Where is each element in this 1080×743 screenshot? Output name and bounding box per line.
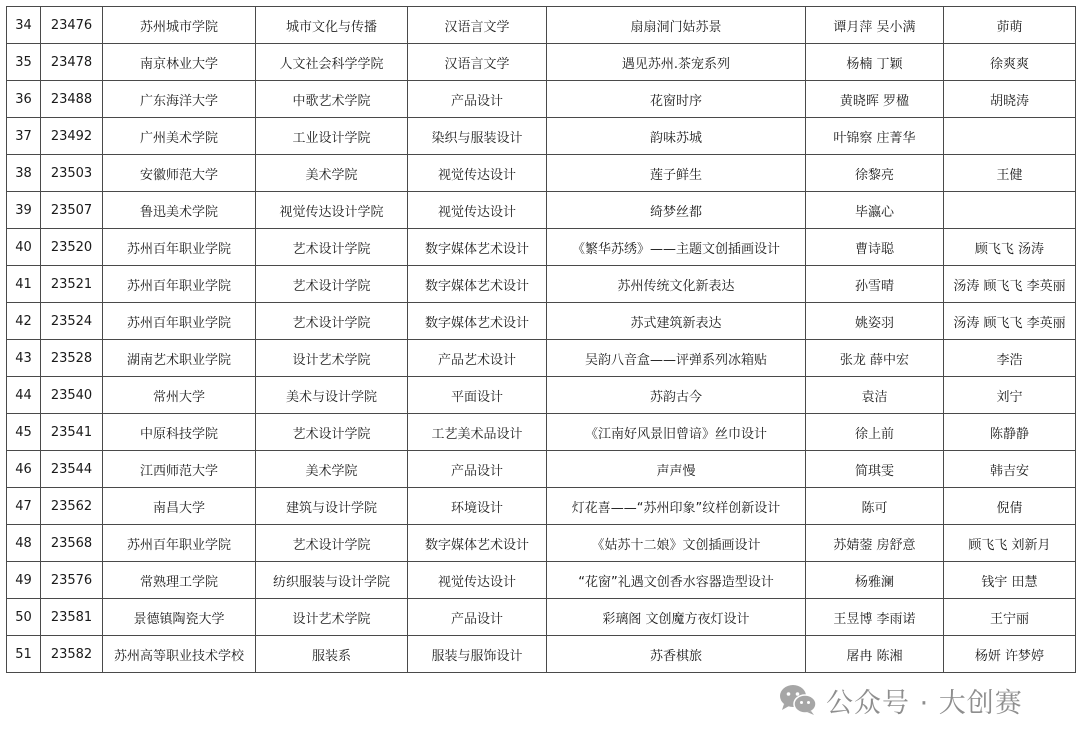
id-cell: 23520 bbox=[41, 229, 103, 266]
authors-cell: 张龙 薛中宏 bbox=[806, 340, 944, 377]
table-row bbox=[7, 525, 1076, 562]
table-row bbox=[7, 118, 1076, 155]
major-cell: 服装与服饰设计 bbox=[408, 636, 547, 673]
school-cell: 常熟理工学院 bbox=[103, 562, 256, 599]
index-cell: 48 bbox=[7, 525, 41, 562]
authors-cell: 王昱博 李雨诺 bbox=[806, 599, 944, 636]
authors-cell: 姚姿羽 bbox=[806, 303, 944, 340]
table-row bbox=[7, 562, 1076, 599]
college-cell: 艺术设计学院 bbox=[256, 229, 408, 266]
authors-cell: 徐上前 bbox=[806, 414, 944, 451]
college-cell: 艺术设计学院 bbox=[256, 266, 408, 303]
watermark bbox=[778, 680, 1023, 720]
college-cell: 设计艺术学院 bbox=[256, 340, 408, 377]
school-cell: 苏州百年职业学院 bbox=[103, 525, 256, 562]
id-cell: 23582 bbox=[41, 636, 103, 673]
index-cell: 35 bbox=[7, 44, 41, 81]
major-cell: 环境设计 bbox=[408, 488, 547, 525]
major-cell: 汉语言文学 bbox=[408, 44, 547, 81]
school-cell: 安徽师范大学 bbox=[103, 155, 256, 192]
table-row bbox=[7, 266, 1076, 303]
advisors-cell: 王宁丽 bbox=[944, 599, 1076, 636]
college-cell: 视觉传达设计学院 bbox=[256, 192, 408, 229]
advisors-cell: 徐爽爽 bbox=[944, 44, 1076, 81]
index-cell: 45 bbox=[7, 414, 41, 451]
table-row bbox=[7, 599, 1076, 636]
college-cell: 艺术设计学院 bbox=[256, 303, 408, 340]
work-title-cell: 遇见苏州.茶宠系列 bbox=[547, 44, 806, 81]
id-cell: 23521 bbox=[41, 266, 103, 303]
id-cell: 23576 bbox=[41, 562, 103, 599]
authors-cell: 徐黎亮 bbox=[806, 155, 944, 192]
major-cell: 产品设计 bbox=[408, 599, 547, 636]
college-cell: 美术与设计学院 bbox=[256, 377, 408, 414]
college-cell: 人文社会科学学院 bbox=[256, 44, 408, 81]
index-cell: 43 bbox=[7, 340, 41, 377]
authors-cell: 孙雪晴 bbox=[806, 266, 944, 303]
table-body bbox=[7, 7, 1076, 673]
table-row bbox=[7, 229, 1076, 266]
major-cell: 视觉传达设计 bbox=[408, 562, 547, 599]
work-title-cell: 苏式建筑新表达 bbox=[547, 303, 806, 340]
index-cell: 38 bbox=[7, 155, 41, 192]
school-cell: 苏州百年职业学院 bbox=[103, 229, 256, 266]
authors-cell: 袁洁 bbox=[806, 377, 944, 414]
index-cell: 42 bbox=[7, 303, 41, 340]
major-cell: 视觉传达设计 bbox=[408, 192, 547, 229]
school-cell: 南昌大学 bbox=[103, 488, 256, 525]
advisors-cell: 倪倩 bbox=[944, 488, 1076, 525]
watermark-text: 公众号 · 大创赛 bbox=[826, 687, 1023, 719]
work-title-cell: 声声慢 bbox=[547, 451, 806, 488]
table-row bbox=[7, 7, 1076, 44]
major-cell: 产品设计 bbox=[408, 81, 547, 118]
table-row bbox=[7, 488, 1076, 525]
work-title-cell: 莲子鲜生 bbox=[547, 155, 806, 192]
major-cell: 数字媒体艺术设计 bbox=[408, 303, 547, 340]
authors-cell: 谭月萍 吴小满 bbox=[806, 7, 944, 44]
wechat-icon bbox=[778, 683, 818, 717]
work-title-cell: 《繁华苏绣》——主题文创插画设计 bbox=[547, 229, 806, 266]
index-cell: 50 bbox=[7, 599, 41, 636]
table-row bbox=[7, 636, 1076, 673]
work-title-cell: 吴韵八音盒——评弹系列冰箱贴 bbox=[547, 340, 806, 377]
advisors-cell: 陈静静 bbox=[944, 414, 1076, 451]
school-cell: 苏州高等职业技术学校 bbox=[103, 636, 256, 673]
school-cell: 鲁迅美术学院 bbox=[103, 192, 256, 229]
college-cell: 城市文化与传播 bbox=[256, 7, 408, 44]
school-cell: 广州美术学院 bbox=[103, 118, 256, 155]
major-cell: 视觉传达设计 bbox=[408, 155, 547, 192]
work-title-cell: “花窗”礼遇文创香水容器造型设计 bbox=[547, 562, 806, 599]
index-cell: 36 bbox=[7, 81, 41, 118]
authors-cell: 简琪雯 bbox=[806, 451, 944, 488]
id-cell: 23524 bbox=[41, 303, 103, 340]
id-cell: 23544 bbox=[41, 451, 103, 488]
college-cell: 设计艺术学院 bbox=[256, 599, 408, 636]
advisors-cell: 茆萌 bbox=[944, 7, 1076, 44]
major-cell: 数字媒体艺术设计 bbox=[408, 266, 547, 303]
school-cell: 中原科技学院 bbox=[103, 414, 256, 451]
work-title-cell: 花窗时序 bbox=[547, 81, 806, 118]
results-table bbox=[6, 6, 1076, 673]
major-cell: 数字媒体艺术设计 bbox=[408, 525, 547, 562]
id-cell: 23503 bbox=[41, 155, 103, 192]
authors-cell: 叶锦察 庄菁华 bbox=[806, 118, 944, 155]
index-cell: 40 bbox=[7, 229, 41, 266]
index-cell: 44 bbox=[7, 377, 41, 414]
id-cell: 23562 bbox=[41, 488, 103, 525]
advisors-cell: 汤涛 顾飞飞 李英丽 bbox=[944, 303, 1076, 340]
school-cell: 江西师范大学 bbox=[103, 451, 256, 488]
advisors-cell: 顾飞飞 汤涛 bbox=[944, 229, 1076, 266]
major-cell: 染织与服装设计 bbox=[408, 118, 547, 155]
school-cell: 广东海洋大学 bbox=[103, 81, 256, 118]
authors-cell: 屠冉 陈湘 bbox=[806, 636, 944, 673]
work-title-cell: 《姑苏十二娘》文创插画设计 bbox=[547, 525, 806, 562]
index-cell: 51 bbox=[7, 636, 41, 673]
id-cell: 23476 bbox=[41, 7, 103, 44]
work-title-cell: 韵味苏城 bbox=[547, 118, 806, 155]
advisors-cell: 刘宁 bbox=[944, 377, 1076, 414]
work-title-cell: 苏州传统文化新表达 bbox=[547, 266, 806, 303]
table-row bbox=[7, 192, 1076, 229]
school-cell: 苏州百年职业学院 bbox=[103, 266, 256, 303]
college-cell: 中歌艺术学院 bbox=[256, 81, 408, 118]
work-title-cell: 灯花喜——“苏州印象”纹样创新设计 bbox=[547, 488, 806, 525]
major-cell: 平面设计 bbox=[408, 377, 547, 414]
advisors-cell bbox=[944, 118, 1076, 155]
authors-cell: 陈可 bbox=[806, 488, 944, 525]
table-row bbox=[7, 451, 1076, 488]
index-cell: 41 bbox=[7, 266, 41, 303]
college-cell: 工业设计学院 bbox=[256, 118, 408, 155]
major-cell: 工艺美术品设计 bbox=[408, 414, 547, 451]
school-cell: 景德镇陶瓷大学 bbox=[103, 599, 256, 636]
table-row bbox=[7, 340, 1076, 377]
work-title-cell: 苏韵古今 bbox=[547, 377, 806, 414]
college-cell: 纺织服装与设计学院 bbox=[256, 562, 408, 599]
advisors-cell: 钱宇 田慧 bbox=[944, 562, 1076, 599]
school-cell: 苏州城市学院 bbox=[103, 7, 256, 44]
work-title-cell: 《江南好风景旧曾谙》丝巾设计 bbox=[547, 414, 806, 451]
advisors-cell: 胡晓涛 bbox=[944, 81, 1076, 118]
authors-cell: 曹诗聪 bbox=[806, 229, 944, 266]
table-row bbox=[7, 303, 1076, 340]
major-cell: 数字媒体艺术设计 bbox=[408, 229, 547, 266]
advisors-cell: 汤涛 顾飞飞 李英丽 bbox=[944, 266, 1076, 303]
id-cell: 23581 bbox=[41, 599, 103, 636]
advisors-cell: 杨妍 许梦婷 bbox=[944, 636, 1076, 673]
advisors-cell: 王健 bbox=[944, 155, 1076, 192]
id-cell: 23541 bbox=[41, 414, 103, 451]
school-cell: 湖南艺术职业学院 bbox=[103, 340, 256, 377]
major-cell: 产品设计 bbox=[408, 451, 547, 488]
index-cell: 49 bbox=[7, 562, 41, 599]
table-row bbox=[7, 377, 1076, 414]
id-cell: 23478 bbox=[41, 44, 103, 81]
index-cell: 37 bbox=[7, 118, 41, 155]
id-cell: 23492 bbox=[41, 118, 103, 155]
table-row bbox=[7, 155, 1076, 192]
work-title-cell: 彩璃阁 文创魔方夜灯设计 bbox=[547, 599, 806, 636]
work-title-cell: 扇扇洞门姑苏景 bbox=[547, 7, 806, 44]
index-cell: 34 bbox=[7, 7, 41, 44]
school-cell: 南京林业大学 bbox=[103, 44, 256, 81]
table-row bbox=[7, 414, 1076, 451]
college-cell: 艺术设计学院 bbox=[256, 414, 408, 451]
authors-cell: 毕瀛心 bbox=[806, 192, 944, 229]
school-cell: 苏州百年职业学院 bbox=[103, 303, 256, 340]
advisors-cell: 韩吉安 bbox=[944, 451, 1076, 488]
authors-cell: 杨雅澜 bbox=[806, 562, 944, 599]
id-cell: 23488 bbox=[41, 81, 103, 118]
table-row bbox=[7, 81, 1076, 118]
id-cell: 23528 bbox=[41, 340, 103, 377]
work-title-cell: 苏香棋旅 bbox=[547, 636, 806, 673]
advisors-cell: 顾飞飞 刘新月 bbox=[944, 525, 1076, 562]
authors-cell: 黄晓晖 罗楹 bbox=[806, 81, 944, 118]
school-cell: 常州大学 bbox=[103, 377, 256, 414]
authors-cell: 杨楠 丁颖 bbox=[806, 44, 944, 81]
index-cell: 46 bbox=[7, 451, 41, 488]
id-cell: 23507 bbox=[41, 192, 103, 229]
authors-cell: 苏婧蓥 房舒意 bbox=[806, 525, 944, 562]
college-cell: 艺术设计学院 bbox=[256, 525, 408, 562]
work-title-cell: 绮梦丝都 bbox=[547, 192, 806, 229]
college-cell: 服装系 bbox=[256, 636, 408, 673]
advisors-cell bbox=[944, 192, 1076, 229]
index-cell: 47 bbox=[7, 488, 41, 525]
index-cell: 39 bbox=[7, 192, 41, 229]
id-cell: 23540 bbox=[41, 377, 103, 414]
table-row bbox=[7, 44, 1076, 81]
college-cell: 建筑与设计学院 bbox=[256, 488, 408, 525]
college-cell: 美术学院 bbox=[256, 451, 408, 488]
advisors-cell: 李浩 bbox=[944, 340, 1076, 377]
major-cell: 汉语言文学 bbox=[408, 7, 547, 44]
major-cell: 产品艺术设计 bbox=[408, 340, 547, 377]
id-cell: 23568 bbox=[41, 525, 103, 562]
college-cell: 美术学院 bbox=[256, 155, 408, 192]
